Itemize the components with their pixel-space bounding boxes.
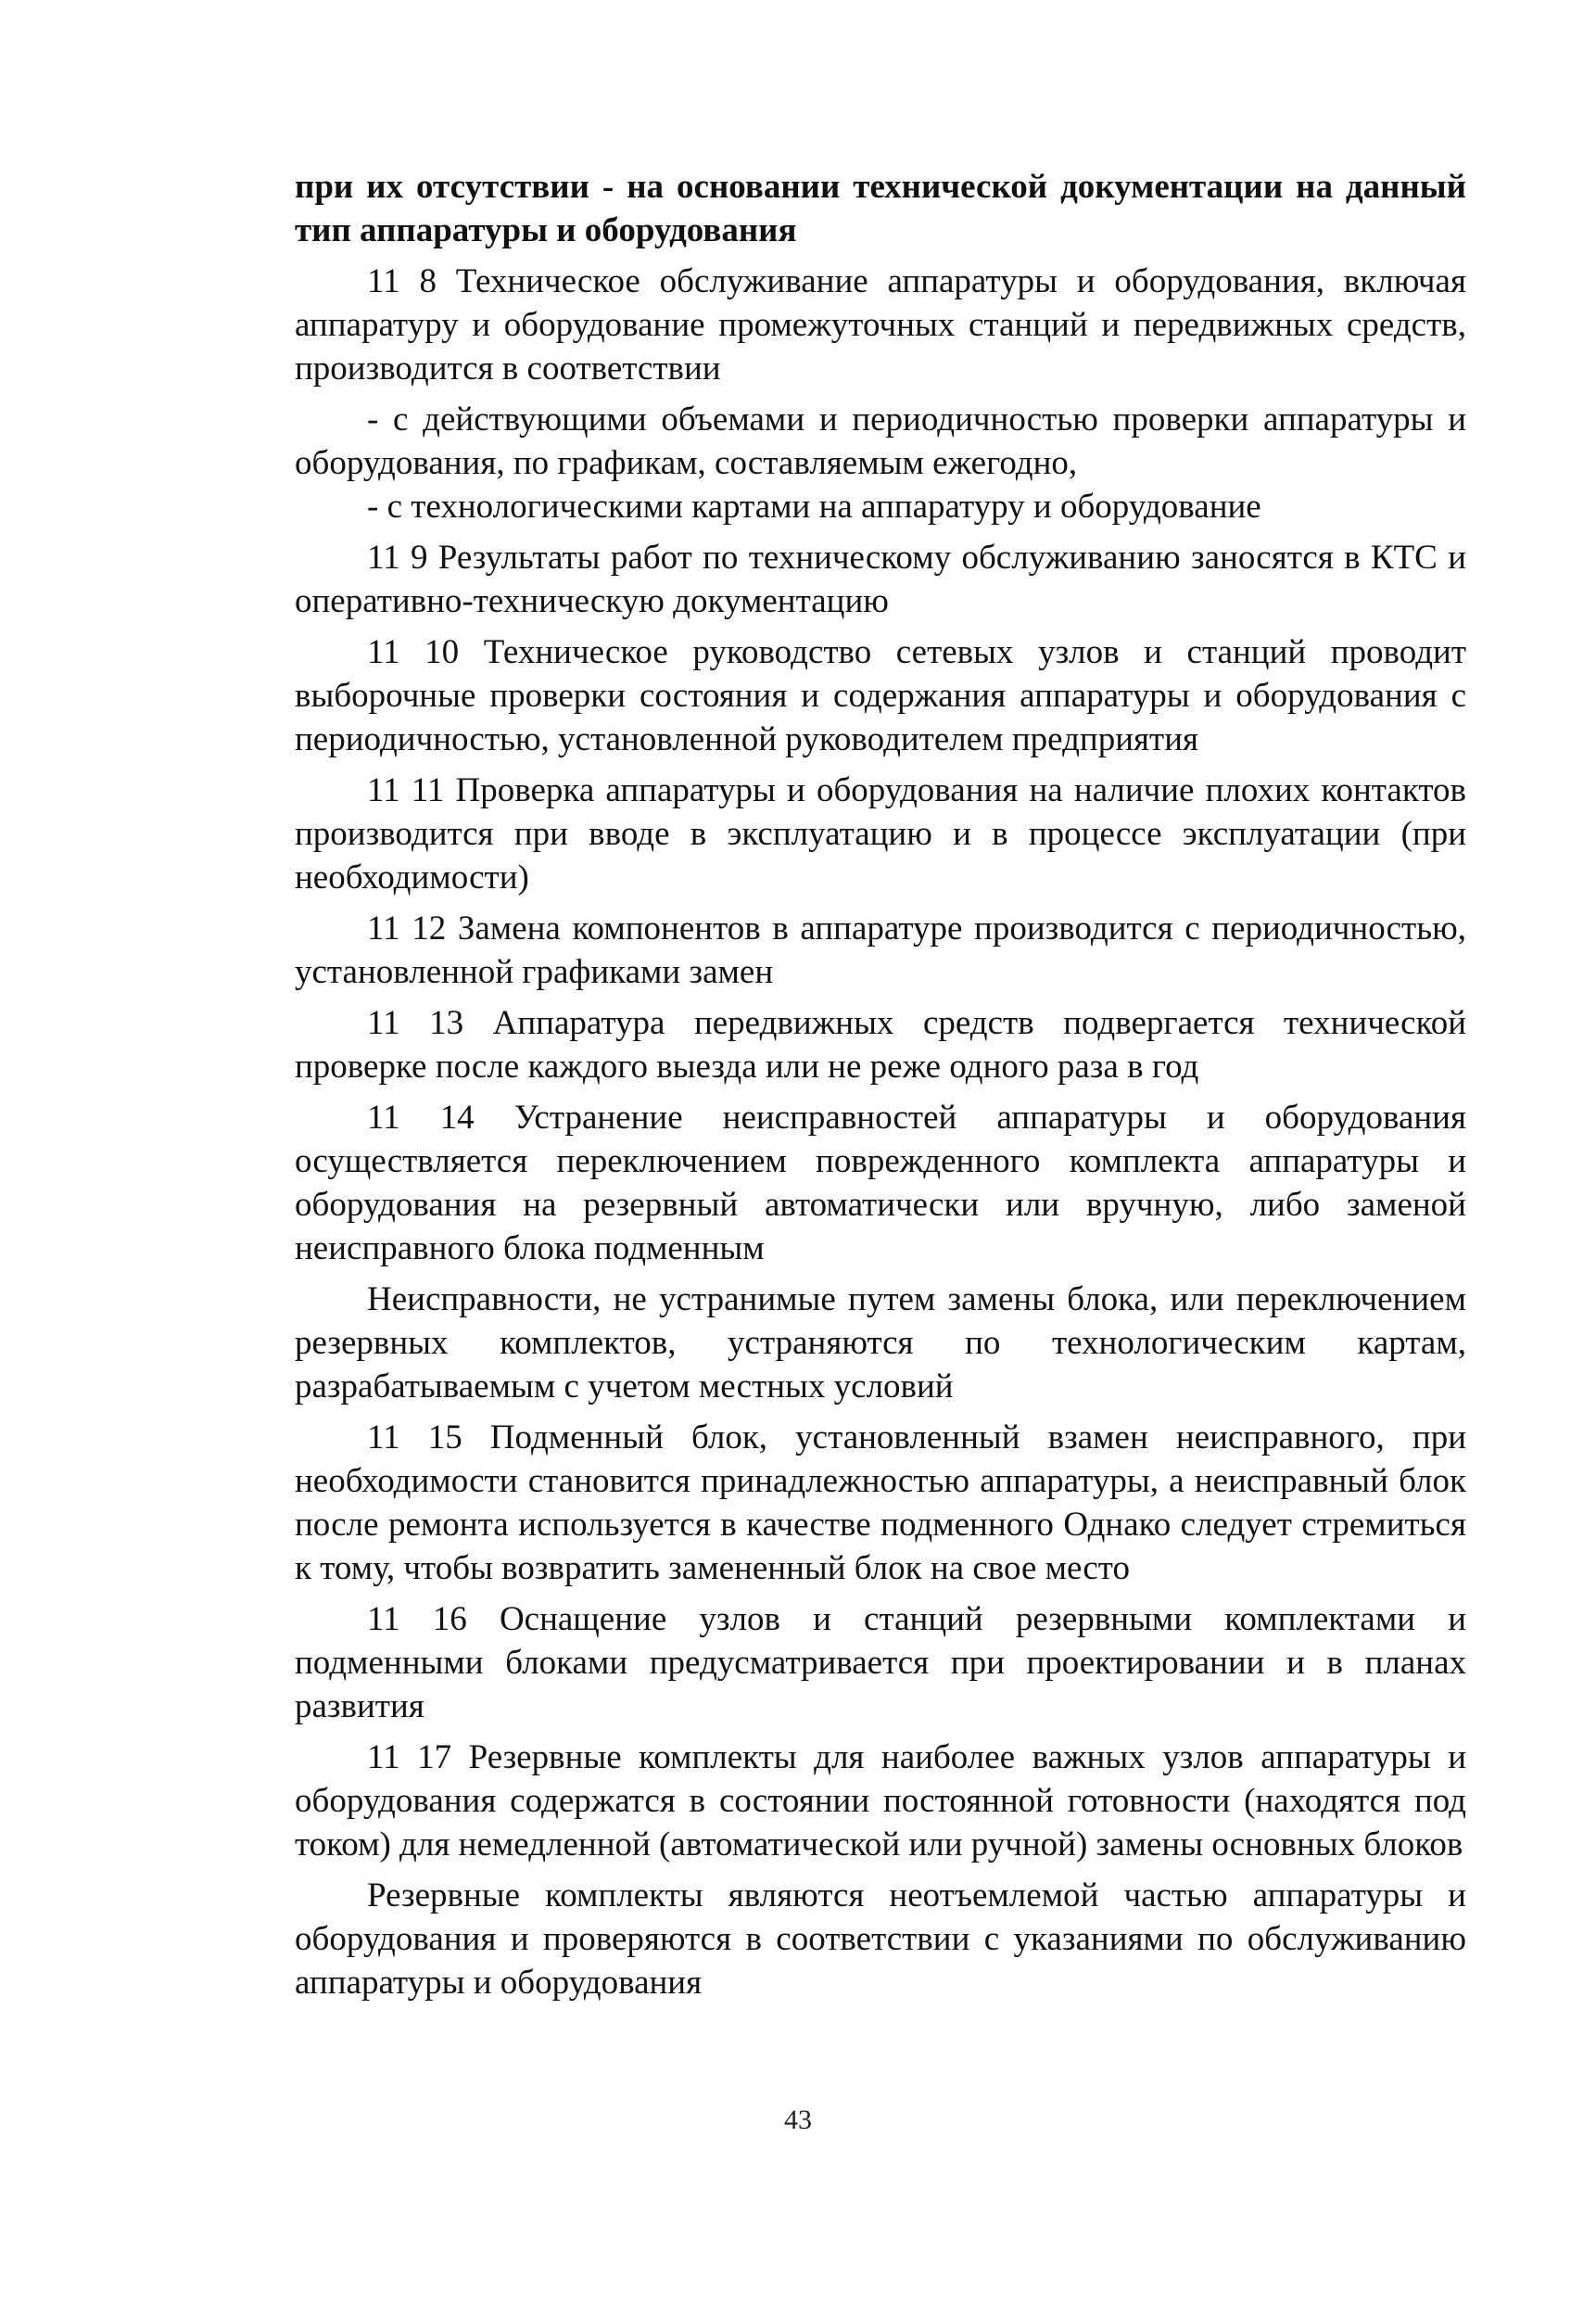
paragraph-11-8: 11 8 Техническое обслуживание аппаратуры и оборудования, включая аппаратуру и оборудование промежуточных станций и передвижных средств, производится в соответствии (295, 262, 1466, 388)
paragraph-reserve-sets: Резервные комплекты являются неотъемлемой частью аппаратуры и оборудования и проверяются в соответствии с указаниями по обслуживанию аппаратуры и оборудования (295, 1876, 1466, 2002)
list-item-tech-maps: - с технологическими картами на аппаратуру и оборудование (367, 488, 1261, 526)
document-page (295, 165, 1466, 2004)
paragraph-11-11: 11 11 Проверка аппаратуры и оборудования на наличие плохих контактов производится при вводе в эксплуатацию и в процессе эксплуатации (при необходимости) (295, 771, 1466, 897)
paragraph-malfunctions: Неисправности, не устранимые путем замены блока, или переключением резервных комплектов, устраняются по технологическим картам, разрабатываемым с учетом местных условий (295, 1280, 1466, 1406)
paragraph-11-14: 11 14 Устранение неисправностей аппаратуры и оборудования осуществляется переключением поврежденного комплекта аппаратуры и оборудования на резервный автоматически или вручную, либо заменой неисправного блока подменным (295, 1099, 1466, 1267)
paragraph-continuation: при их отсутствии - на основании технической документации на данный тип аппаратуры и оборудования (295, 168, 1466, 249)
paragraph-11-17: 11 17 Резервные комплекты для наиболее важных узлов аппаратуры и оборудования содержатся в состоянии постоянной готовности (находятся под током) для немедленной (автоматической или ручной) замены основных блоков (295, 1738, 1466, 1863)
paragraph-11-9: 11 9 Результаты работ по техническому обслуживанию заносятся в КТС и оперативно-техническую документацию (295, 539, 1466, 620)
list-item-volumes: - с действующими объемами и периодичностью проверки аппаратуры и оборудования, по графикам, составляемым ежегодно, (295, 401, 1466, 482)
paragraph-11-15: 11 15 Подменный блок, установленный взамен неисправного, при необходимости становится принадлежностью аппаратуры, а неисправный блок после ремонта используется в качестве подменного Однако следует стремиться к тому, чтобы возвратить замененный блок на свое место (295, 1418, 1466, 1587)
paragraph-11-13: 11 13 Аппаратура передвижных средств подвергается технической проверке после каждого выезда или не реже одного раза в год (295, 1004, 1466, 1086)
paragraph-11-16: 11 16 Оснащение узлов и станций резервными комплектами и подменными блоками предусматривается при проектировании и в планах развития (295, 1600, 1466, 1725)
page-number: 43 (784, 2105, 812, 2135)
paragraph-11-10: 11 10 Техническое руководство сетевых узлов и станций проводит выборочные проверки состояния и содержания аппаратуры и оборудования с периодичностью, установленной руководителем предприятия (295, 633, 1466, 758)
paragraph-11-12: 11 12 Замена компонентов в аппаратуре производится с периодичностью, установленной графиками замен (295, 909, 1466, 991)
